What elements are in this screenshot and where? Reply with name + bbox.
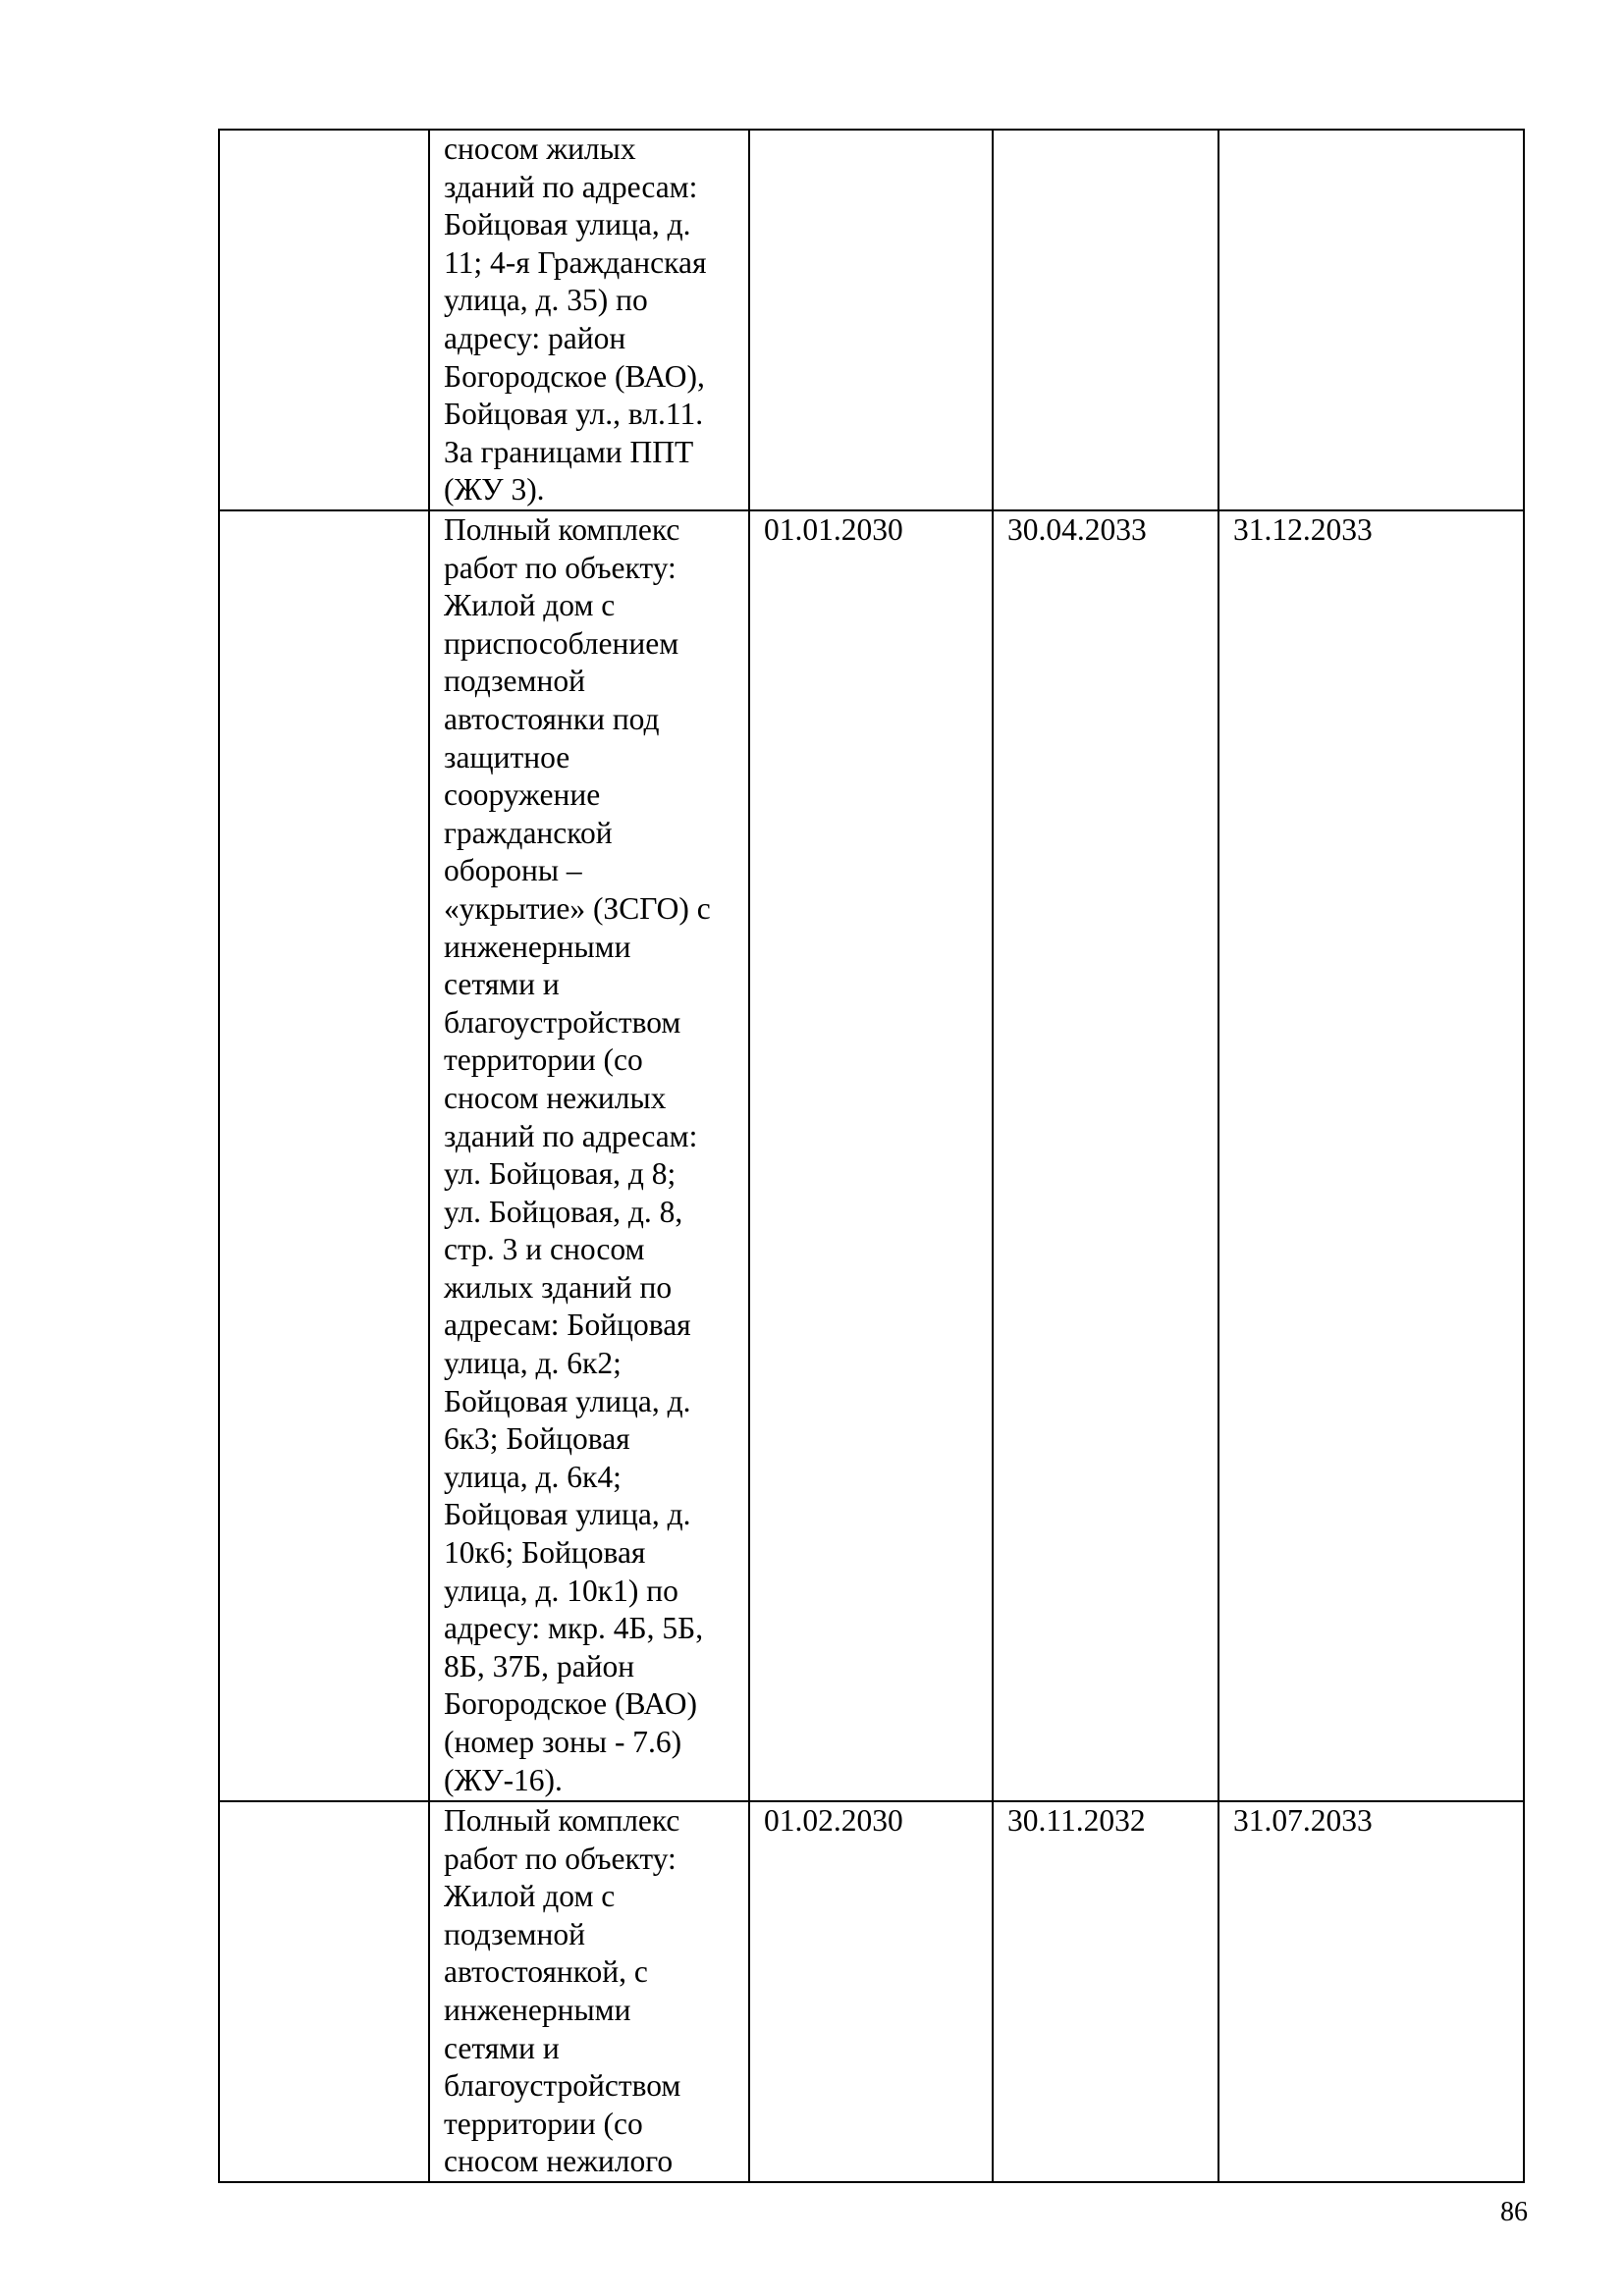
table-cell-description: сносом жилых зданий по адресам: Бойцовая улица, д. 11; 4-я Гражданская улица, д. 35) по адресу: район Богородское (ВАО), Бойцовая ул., вл.11. За границами ППТ (ЖУ 3). <box>429 130 749 510</box>
table-cell-intermediate-date <box>993 130 1218 510</box>
schedule-table <box>218 129 1525 2183</box>
table-cell-description: Полный комплекс работ по объекту: Жилой дом с подземной автостоянкой, с инженерными сетями и благоустройством территории (со сносом нежилого <box>429 1801 749 2182</box>
table-cell-index <box>219 510 429 1801</box>
table-cell-index <box>219 130 429 510</box>
table-cell-intermediate-date: 30.04.2033 <box>993 510 1218 1801</box>
table-cell-start-date <box>749 130 993 510</box>
table-row <box>219 130 1524 510</box>
table-cell-start-date: 01.01.2030 <box>749 510 993 1801</box>
table-cell-intermediate-date: 30.11.2032 <box>993 1801 1218 2182</box>
page-number: 86 <box>1500 2197 1528 2227</box>
table-cell-description: Полный комплекс работ по объекту: Жилой дом с приспособлением подземной автостоянки под защитное сооружение гражданской обороны – «укрытие» (ЗСГО) с инженерными сетями и благоустройством территории (со сносом нежилых зданий по адресам: ул. Бойцовая, д 8; ул. Бойцовая, д. 8, стр. 3 и сносом жилых зданий по адресам: Бойцовая улица, д. 6к2; Бойцовая улица, д. 6к3; Бойцовая улица, д. 6к4; Бойцовая улица, д. 10к6; Бойцовая улица, д. 10к1) по адресу: мкр. 4Б, 5Б, 8Б, 37Б, район Богородское (ВАО) (номер зоны - 7.6) (ЖУ-16). <box>429 510 749 1801</box>
table-row <box>219 510 1524 1801</box>
table-cell-end-date <box>1218 130 1524 510</box>
table-cell-index <box>219 1801 429 2182</box>
table-cell-end-date: 31.07.2033 <box>1218 1801 1524 2182</box>
table-row <box>219 1801 1524 2182</box>
table-cell-end-date: 31.12.2033 <box>1218 510 1524 1801</box>
table-cell-start-date: 01.02.2030 <box>749 1801 993 2182</box>
